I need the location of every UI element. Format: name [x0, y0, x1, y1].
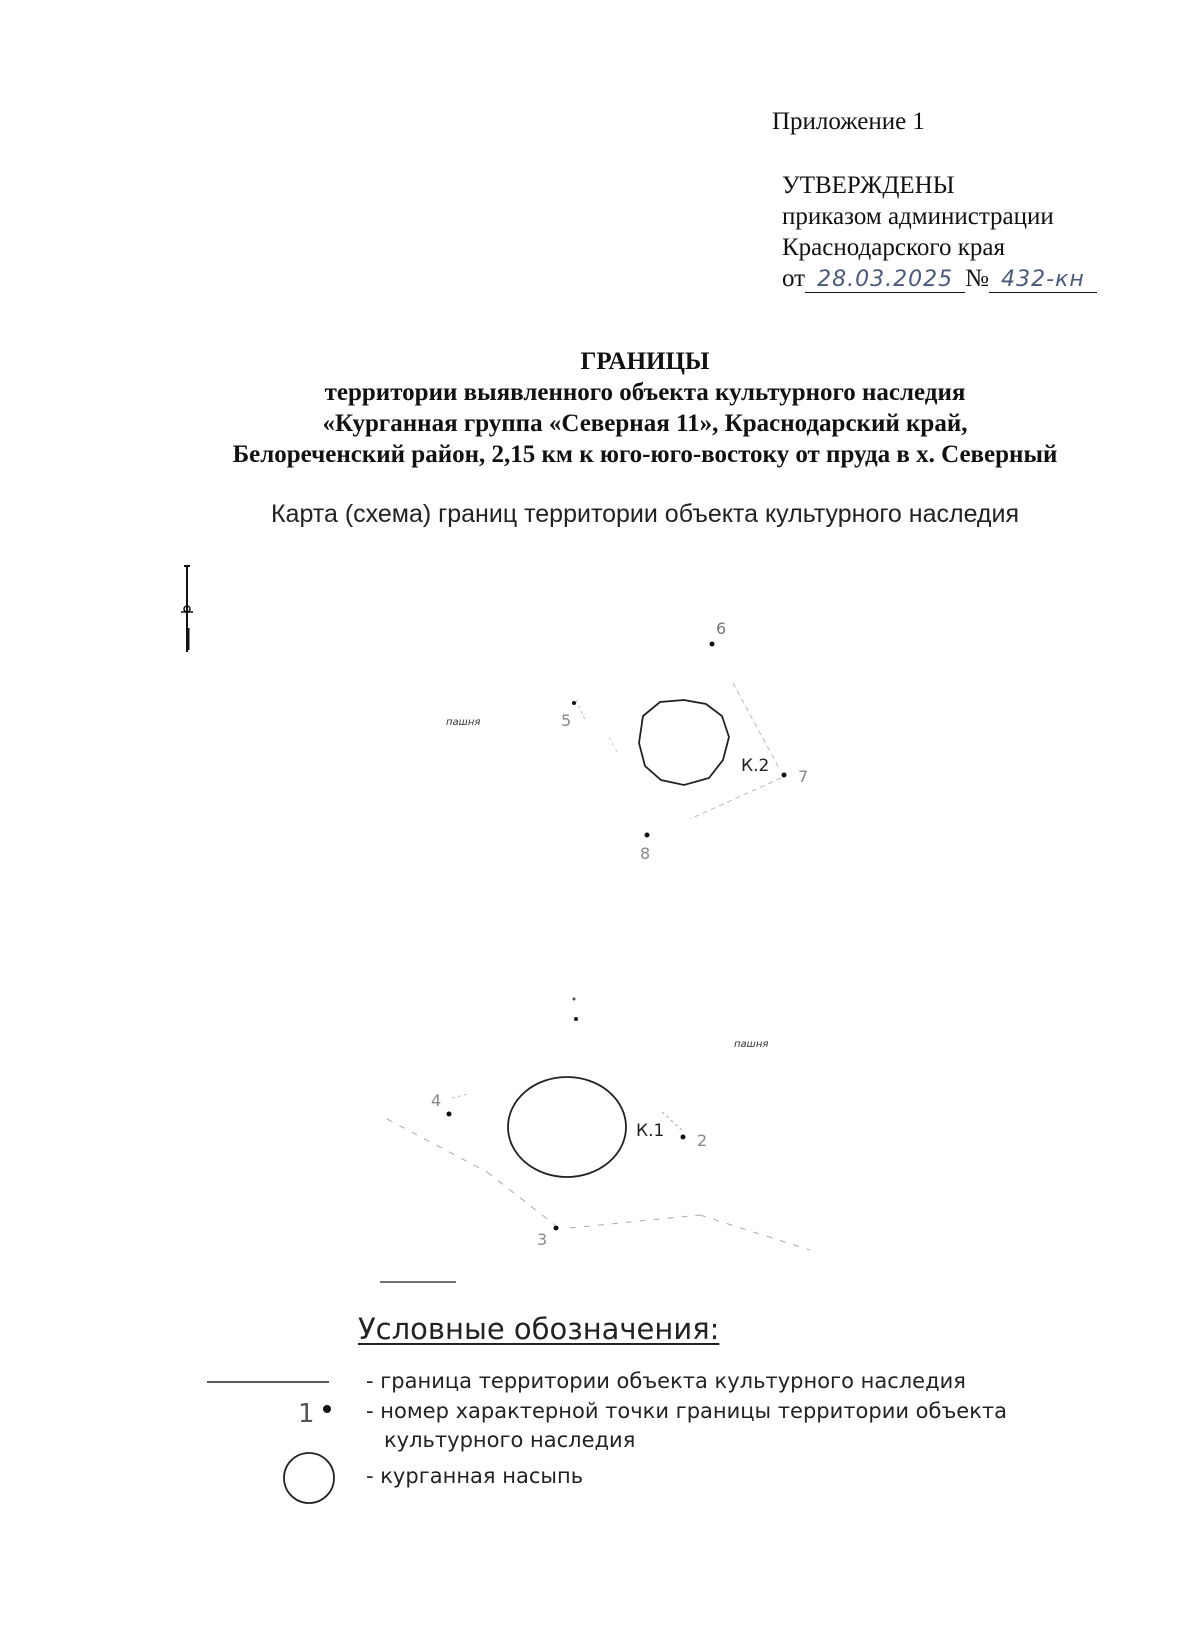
legend-item-point-cont: культурного наследия — [384, 1428, 636, 1452]
title-line-1: территории выявленного объекта культурного наследия — [324, 379, 966, 406]
point-8-label: 8 — [640, 844, 651, 863]
by-order-label: приказом администрации — [782, 203, 1054, 230]
point-7-label: 7 — [798, 767, 809, 786]
point-3-marker — [554, 1226, 559, 1231]
legend-title: Условные обозначения: — [358, 1312, 720, 1346]
point-4-label: 4 — [431, 1091, 442, 1110]
field-label-lower: пашня — [734, 1039, 769, 1050]
from-prefix: от — [782, 265, 806, 292]
legend-point-number: 1 — [298, 1399, 315, 1429]
field-label-upper: пашня — [446, 717, 481, 728]
point-5-label: 5 — [561, 711, 572, 730]
mound-k1-label: К.1 — [636, 1121, 665, 1141]
point-2-marker — [681, 1135, 686, 1140]
point-5-marker — [572, 701, 576, 705]
mound-k2-circle — [639, 700, 729, 785]
point-8-marker — [645, 833, 650, 838]
approved-label: УТВЕРЖДЕНЫ — [782, 172, 955, 199]
mound-group-k2 — [561, 619, 808, 863]
mound-k2-label: К.2 — [741, 756, 770, 776]
point-6-label: 6 — [716, 619, 727, 638]
number-prefix: № — [965, 265, 989, 292]
region-label: Краснодарского края — [782, 234, 1005, 261]
legend-point-symbol — [323, 1405, 331, 1413]
point-2-label: 2 — [697, 1131, 708, 1150]
point-3-label: 3 — [537, 1230, 548, 1249]
map-caption: Карта (схема) границ территории объекта культурного наследия — [270, 500, 1020, 528]
title-line-3: Белореченский район, 2,15 км к юго-юго-востоку от пруда в х. Северный — [232, 441, 1058, 468]
mound-k1-circle — [508, 1077, 626, 1177]
legend-item-point: - номер характерной точки границы территории объекта — [366, 1399, 1008, 1423]
title-main: ГРАНИЦЫ — [580, 348, 710, 375]
north-arrow-icon — [181, 566, 193, 652]
point-7-marker — [782, 773, 787, 778]
annex-label: Приложение 1 — [772, 108, 925, 135]
legend-item-boundary: - граница территории объекта культурного наследия — [366, 1369, 966, 1393]
legend-circle-symbol — [284, 1453, 334, 1503]
order-number: 432-кн — [989, 268, 1097, 293]
point-4-marker — [447, 1112, 452, 1117]
mound-group-k1 — [387, 998, 810, 1251]
title-line-2: «Курганная группа «Северная 11», Краснодарский край, — [322, 410, 968, 437]
point-6-marker — [710, 642, 715, 647]
legend-item-mound: - курганная насыпь — [366, 1464, 584, 1488]
order-date: 28.03.2025 — [805, 268, 965, 293]
